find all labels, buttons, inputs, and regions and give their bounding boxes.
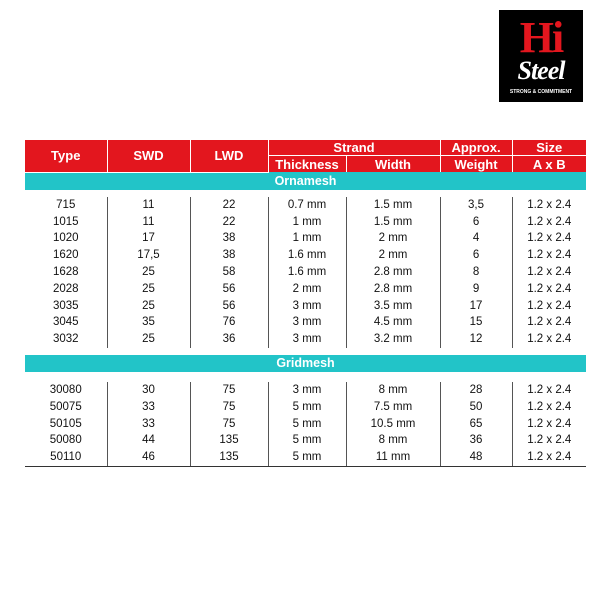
cell-thickness: 5 mm [268,398,346,415]
section-title: Gridmesh [25,355,586,372]
table-row [25,247,586,264]
spacer-row [25,348,586,355]
cell-width: 8 mm [346,382,440,399]
cell-lwd: 56 [190,280,268,297]
cell-lwd: 135 [190,432,268,449]
spacer-row [25,372,586,382]
cell-type: 3032 [25,331,107,348]
table-header [25,140,586,172]
header-lwd: LWD [190,140,268,172]
cell-width: 7.5 mm [346,398,440,415]
header-type: Type [25,140,107,172]
section-header-gridmesh [25,355,586,372]
table-row [25,382,586,399]
header-weight: Weight [440,156,512,173]
cell-size: 1.2 x 2.4 [527,417,572,430]
cell-type: 3035 [25,297,107,314]
cell-weight: 8 [440,264,512,281]
header-axb: A x B [512,156,586,173]
table-row [25,331,586,348]
cell-size: 1.2 x 2.4 [527,215,572,228]
cell-type: 1620 [25,247,107,264]
cell-size: 1.2 x 2.4 [527,316,572,329]
cell-lwd: 56 [190,297,268,314]
cell-swd: 33 [107,415,190,432]
cell-weight: 12 [440,331,512,348]
cell-type: 1015 [25,213,107,230]
table-row [25,449,586,466]
cell-lwd: 38 [190,230,268,247]
cell-type: 1628 [25,264,107,281]
cell-weight: 6 [440,247,512,264]
cell-weight: 50 [440,398,512,415]
cell-type: 50105 [25,415,107,432]
cell-width: 3.2 mm [346,331,440,348]
cell-swd: 11 [107,197,190,214]
cell-lwd: 75 [190,398,268,415]
cell-width: 3.5 mm [346,297,440,314]
section-header-ornamesh [25,172,586,190]
cell-size: 1.2 x 2.4 [527,282,572,295]
cell-width: 2.8 mm [346,280,440,297]
cell-width: 2 mm [346,247,440,264]
cell-type: 50075 [25,398,107,415]
cell-thickness: 1.6 mm [268,264,346,281]
cell-weight: 3,5 [440,197,512,214]
cell-weight: 6 [440,213,512,230]
cell-thickness: 0.7 mm [268,197,346,214]
cell-thickness: 3 mm [268,382,346,399]
cell-thickness: 1.6 mm [268,247,346,264]
logo-steel-text: Steel [517,56,565,85]
cell-size: 1.2 x 2.4 [527,198,572,211]
cell-width: 4.5 mm [346,314,440,331]
cell-weight: 17 [440,297,512,314]
cell-swd: 25 [107,264,190,281]
header-width: Width [346,156,440,173]
cell-width: 11 mm [346,449,440,466]
cell-swd: 25 [107,331,190,348]
spacer-row [25,190,586,197]
logo-tagline: STRONG & COMMITMENT [509,89,573,95]
hi-steel-logo [499,10,583,102]
table-row [25,314,586,331]
cell-swd: 25 [107,280,190,297]
cell-width: 1.5 mm [346,213,440,230]
cell-type: 1020 [25,230,107,247]
logo-hi-text: Hi [519,13,563,62]
spec-table [25,140,586,466]
cell-type: 715 [25,197,107,214]
cell-type: 50080 [25,432,107,449]
table-row [25,280,586,297]
cell-size: 1.2 x 2.4 [527,232,572,245]
cell-lwd: 135 [190,449,268,466]
table-row [25,197,586,214]
section-title: Ornamesh [25,172,586,190]
cell-type: 3045 [25,314,107,331]
header-swd: SWD [107,140,190,172]
cell-type: 50110 [25,449,107,466]
cell-lwd: 38 [190,247,268,264]
cell-size: 1.2 x 2.4 [527,333,572,346]
cell-size: 1.2 x 2.4 [527,451,572,464]
cell-size: 1.2 x 2.4 [527,249,572,262]
cell-swd: 30 [107,382,190,399]
cell-swd: 11 [107,213,190,230]
cell-thickness: 3 mm [268,314,346,331]
cell-thickness: 5 mm [268,415,346,432]
cell-width: 2.8 mm [346,264,440,281]
cell-thickness: 1 mm [268,213,346,230]
cell-swd: 17,5 [107,247,190,264]
table-row [25,398,586,415]
spec-table-container [25,140,586,467]
cell-thickness: 3 mm [268,297,346,314]
cell-thickness: 2 mm [268,280,346,297]
cell-lwd: 58 [190,264,268,281]
cell-type: 30080 [25,382,107,399]
cell-swd: 25 [107,297,190,314]
header-approx: Approx. [440,140,512,156]
table-row [25,213,586,230]
cell-type: 2028 [25,280,107,297]
cell-swd: 17 [107,230,190,247]
cell-weight: 9 [440,280,512,297]
cell-lwd: 75 [190,415,268,432]
cell-lwd: 76 [190,314,268,331]
cell-swd: 35 [107,314,190,331]
cell-size: 1.2 x 2.4 [527,434,572,447]
cell-thickness: 1 mm [268,230,346,247]
cell-swd: 46 [107,449,190,466]
table-row [25,264,586,281]
cell-swd: 44 [107,432,190,449]
table-row [25,432,586,449]
cell-weight: 36 [440,432,512,449]
cell-lwd: 36 [190,331,268,348]
table-row [25,297,586,314]
cell-weight: 48 [440,449,512,466]
cell-width: 10.5 mm [346,415,440,432]
cell-weight: 65 [440,415,512,432]
header-size: Size [512,140,586,156]
cell-lwd: 22 [190,213,268,230]
cell-weight: 28 [440,382,512,399]
cell-weight: 15 [440,314,512,331]
cell-width: 8 mm [346,432,440,449]
header-thickness: Thickness [268,156,346,173]
cell-thickness: 5 mm [268,432,346,449]
cell-width: 2 mm [346,230,440,247]
table-body [25,172,586,466]
cell-swd: 33 [107,398,190,415]
cell-size: 1.2 x 2.4 [527,384,572,397]
table-row [25,415,586,432]
cell-thickness: 3 mm [268,331,346,348]
header-strand: Strand [268,140,440,156]
cell-thickness: 5 mm [268,449,346,466]
table-row [25,230,586,247]
cell-lwd: 75 [190,382,268,399]
cell-lwd: 22 [190,197,268,214]
cell-size: 1.2 x 2.4 [527,299,572,312]
cell-weight: 4 [440,230,512,247]
cell-size: 1.2 x 2.4 [527,400,572,413]
cell-width: 1.5 mm [346,197,440,214]
cell-size: 1.2 x 2.4 [527,266,572,279]
